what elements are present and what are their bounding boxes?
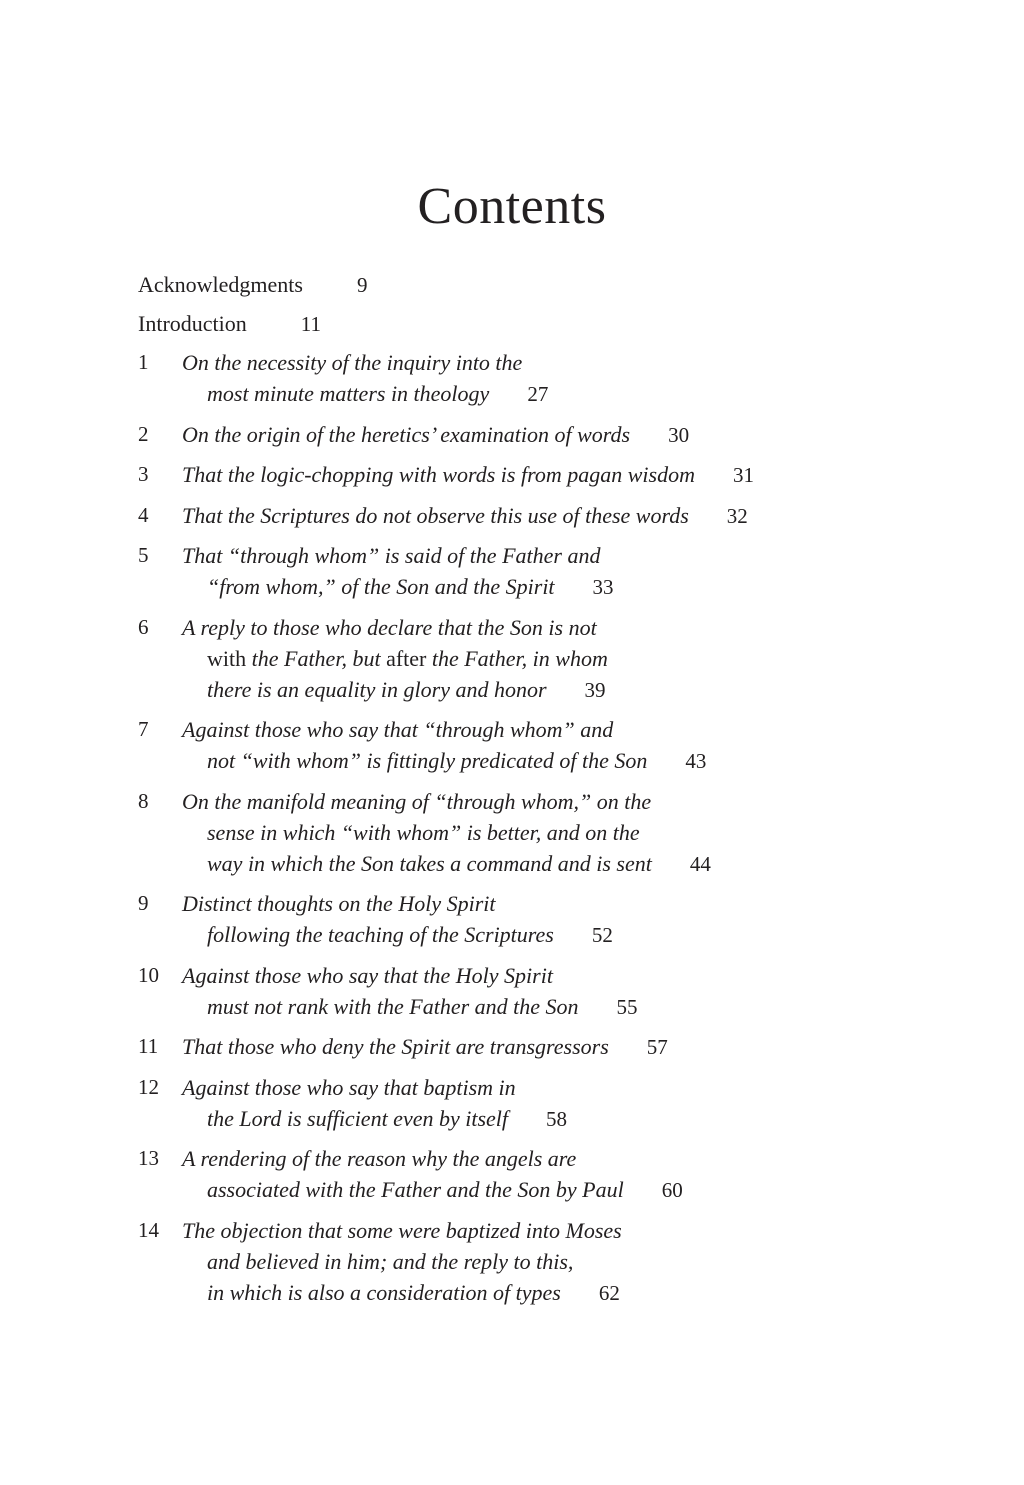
chapter-entry (138, 714, 898, 777)
chapter-number: 1 (138, 350, 149, 374)
title-segment: the Father, but (251, 645, 387, 671)
chapter-title (182, 347, 898, 410)
page-number: 32 (726, 503, 748, 528)
title-segment: most minute matters in theology (207, 381, 490, 406)
chapter-title (182, 1072, 898, 1135)
chapter-number: 11 (138, 1034, 159, 1058)
chapter-number: 13 (138, 1146, 159, 1170)
title-segment: the Lord is sufficient even by itself (207, 1105, 509, 1131)
chapter-title (182, 960, 898, 1023)
chapter-title-line (182, 1174, 898, 1206)
title-segment: with (207, 645, 252, 671)
chapter-entry (138, 419, 898, 451)
title-segment: On the origin of the heretics’ examination of words (182, 421, 631, 447)
chapter-title-line (182, 419, 898, 451)
chapter-title (182, 786, 898, 880)
page-number: 11 (300, 312, 321, 336)
page-number: 39 (584, 677, 606, 702)
chapter-entry (138, 1143, 898, 1206)
page-number: 31 (732, 463, 754, 487)
chapter-entry (138, 500, 898, 532)
chapter-title-line (182, 919, 898, 951)
chapter-title-line (182, 612, 898, 643)
title-segment: That those who deny the Spirit are transgressors (182, 1034, 609, 1059)
title-segment: That the logic-chopping with words is from pagan wisdom (182, 462, 695, 487)
chapter-entry (138, 1072, 898, 1135)
chapter-entry (138, 540, 898, 603)
chapter-number: 3 (138, 462, 149, 486)
title-segment: not “with whom” is fittingly predicated of the Son (207, 748, 648, 773)
chapter-number: 7 (138, 717, 149, 741)
chapter-title-line (182, 888, 898, 919)
chapter-title (182, 612, 898, 706)
chapter-number: 2 (138, 421, 149, 446)
chapter-number: 6 (138, 614, 149, 639)
chapter-entry (138, 612, 898, 706)
title-segment: Against those who say that “through whom” and (182, 717, 614, 742)
front-matter-label: Acknowledgments (138, 272, 303, 297)
chapter-entry (138, 347, 898, 410)
title-segment: in which is also a consideration of types (207, 1279, 561, 1305)
title-segment: sense in which “with whom” is better, and on the (207, 819, 640, 845)
chapter-title-line (182, 745, 898, 777)
chapter-entry (138, 1031, 898, 1063)
chapter-title (182, 1215, 898, 1309)
chapter-title (182, 540, 898, 603)
title-segment: Distinct thoughts on the Holy Spirit (182, 891, 496, 916)
chapter-title-line (182, 817, 898, 848)
title-segment: The objection that some were baptized into Moses (182, 1217, 622, 1243)
chapter-title (182, 419, 898, 451)
chapter-title-line (182, 1215, 898, 1246)
title-segment: must not rank with the Father and the Son (207, 993, 579, 1019)
title-segment: the Father, in whom (431, 645, 608, 671)
title-segment: associated with the Father and the Son by Paul (207, 1177, 624, 1202)
chapter-entry (138, 1215, 898, 1309)
chapter-number: 5 (138, 543, 149, 567)
chapter-number: 9 (138, 891, 149, 915)
chapter-number: 8 (138, 788, 149, 813)
title-segment: following the teaching of the Scriptures (207, 922, 554, 947)
page-title: Contents (417, 178, 607, 235)
page-number: 58 (546, 1106, 568, 1131)
chapter-title (182, 714, 898, 777)
chapter-entry (138, 459, 898, 491)
front-matter-entry (138, 269, 898, 301)
page-number: 55 (616, 994, 638, 1019)
chapter-title-line (182, 347, 898, 378)
title-segment: there is an equality in glory and honor (207, 676, 547, 702)
chapter-title-line (182, 1031, 898, 1063)
chapter-number: 10 (138, 962, 159, 987)
chapter-number: 4 (138, 502, 149, 527)
page-number: 33 (592, 575, 614, 599)
chapter-title-line (182, 674, 898, 706)
chapter-title-line (182, 1103, 898, 1135)
chapter-title-line (182, 459, 898, 491)
chapter-title-line (182, 500, 898, 532)
chapter-title-line (182, 848, 898, 880)
chapter-entry (138, 888, 898, 951)
chapter-title-line (182, 1246, 898, 1277)
page-number: 44 (689, 851, 711, 876)
title-segment: Against those who say that baptism in (182, 1074, 516, 1100)
chapter-title-line (182, 960, 898, 991)
chapter-title-line (182, 714, 898, 745)
title-segment: and believed in him; and the reply to this, (207, 1248, 574, 1274)
chapter-title-line (182, 1143, 898, 1174)
chapter-title (182, 888, 898, 951)
page-number: 27 (527, 382, 549, 406)
chapter-entry (138, 786, 898, 880)
title-segment: way in which the Son takes a command and is sent (207, 850, 652, 876)
chapter-title (182, 459, 898, 491)
chapter-title-line (182, 1072, 898, 1103)
title-segment: That “through whom” is said of the Father and (182, 543, 601, 568)
chapter-entry (138, 960, 898, 1023)
chapter-title-line (182, 378, 898, 410)
page-number: 43 (685, 749, 707, 773)
front-matter-label: Introduction (138, 311, 247, 336)
page-number: 9 (356, 273, 368, 297)
table-of-contents (138, 269, 898, 1317)
chapter-number: 14 (138, 1217, 159, 1242)
chapter-title (182, 500, 898, 532)
chapter-title-line (182, 991, 898, 1023)
title-segment: after (386, 645, 432, 671)
page-number: 52 (591, 923, 613, 947)
chapter-number: 12 (138, 1074, 159, 1099)
chapter-title-line (182, 786, 898, 817)
title-segment: “from whom,” of the Son and the Spirit (207, 574, 555, 599)
chapter-title-line (182, 643, 898, 674)
chapter-title-line (182, 1277, 898, 1309)
title-segment: A rendering of the reason why the angels are (182, 1146, 577, 1171)
chapter-title (182, 1031, 898, 1063)
page-number: 57 (646, 1035, 668, 1059)
chapter-title (182, 1143, 898, 1206)
title-segment: That the Scriptures do not observe this use of these words (182, 502, 689, 528)
page-number: 60 (661, 1178, 683, 1202)
front-matter-entry (138, 308, 898, 340)
title-segment: Against those who say that the Holy Spirit (182, 962, 553, 988)
page-number: 30 (668, 422, 690, 447)
title-segment: On the necessity of the inquiry into the (182, 350, 523, 375)
title-segment: A reply to those who declare that the Son is not (182, 614, 597, 640)
chapter-title-line (182, 540, 898, 571)
page-number: 62 (598, 1280, 620, 1305)
title-segment: On the manifold meaning of “through whom,” on the (182, 788, 652, 814)
chapter-title-line (182, 571, 898, 603)
